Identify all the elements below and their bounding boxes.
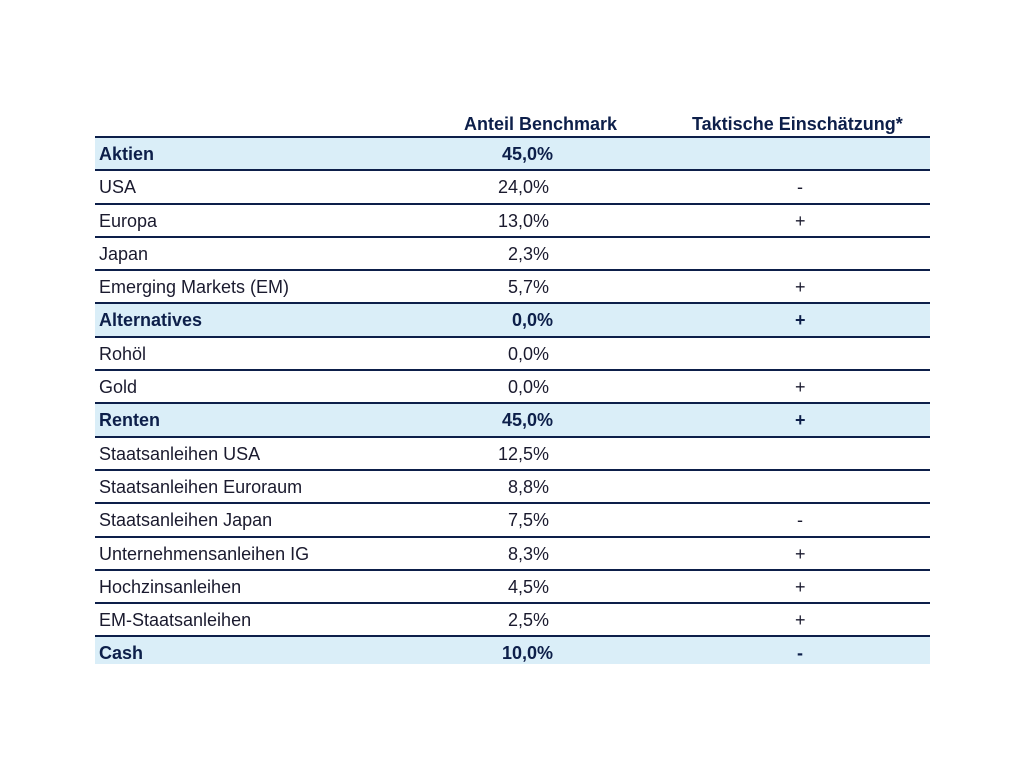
row-tactical-value: + (795, 610, 806, 631)
row-label: Renten (99, 410, 161, 431)
row-benchmark-value: 45,0% (501, 410, 553, 431)
row-tactical-value: + (795, 543, 806, 564)
table-row (95, 371, 930, 404)
row-label: Japan (99, 243, 149, 264)
row-label: Hochzinsanleihen (99, 576, 242, 597)
header-tactical: Taktische Einschätzung* (692, 114, 903, 134)
table-category-row (95, 637, 930, 664)
row-benchmark-value: 10,0% (501, 643, 553, 664)
row-label: Rohöl (99, 343, 147, 364)
table-row (95, 171, 930, 204)
table-row (95, 205, 930, 238)
row-tactical-value: + (795, 410, 806, 431)
row-benchmark-value: 2,3% (507, 243, 549, 264)
table-row (95, 338, 930, 371)
table-row (95, 471, 930, 504)
row-benchmark-value: 8,3% (507, 543, 549, 564)
row-label: Cash (99, 643, 144, 664)
row-benchmark-value: 5,7% (507, 277, 549, 298)
row-label: Unternehmensanleihen IG (99, 543, 310, 564)
row-benchmark-value: 24,0% (497, 177, 549, 198)
row-benchmark-value: 7,5% (507, 510, 549, 531)
row-tactical-value: + (795, 210, 806, 231)
table-row (95, 238, 930, 271)
table-row (95, 438, 930, 471)
row-label: Europa (99, 210, 158, 231)
row-label: Staatsanleihen Japan (99, 510, 273, 531)
table-row (95, 504, 930, 537)
allocation-table (95, 104, 930, 664)
table-category-row (95, 304, 930, 337)
row-benchmark-value: 2,5% (507, 610, 549, 631)
row-tactical-value: - (797, 510, 803, 531)
row-benchmark-value: 13,0% (497, 210, 549, 231)
row-benchmark-value: 8,8% (507, 476, 549, 497)
row-tactical-value: + (795, 576, 806, 597)
row-tactical-value: + (795, 310, 806, 331)
row-label: USA (99, 177, 137, 198)
table-body (95, 138, 930, 664)
table-category-row (95, 138, 930, 171)
table-header-row (95, 104, 930, 138)
row-tactical-value: - (797, 177, 803, 198)
row-tactical-value: - (797, 643, 803, 664)
row-benchmark-value: 0,0% (507, 377, 549, 398)
row-label: Aktien (99, 144, 155, 164)
row-benchmark-value: 4,5% (507, 576, 549, 597)
row-label: Alternatives (99, 310, 203, 331)
row-label: Emerging Markets (EM) (99, 277, 290, 298)
table-category-row (95, 404, 930, 437)
table-row (95, 271, 930, 304)
row-tactical-value: + (795, 277, 806, 298)
header-benchmark: Anteil Benchmark (464, 114, 618, 134)
row-tactical-value: + (795, 377, 806, 398)
row-benchmark-value: 0,0% (507, 343, 549, 364)
row-label: Gold (99, 377, 138, 398)
table-row (95, 604, 930, 637)
row-benchmark-value: 45,0% (501, 144, 553, 164)
row-benchmark-value: 0,0% (511, 310, 553, 331)
table-row (95, 571, 930, 604)
row-label: EM-Staatsanleihen (99, 610, 252, 631)
row-benchmark-value: 12,5% (497, 443, 549, 464)
table-row (95, 538, 930, 571)
row-label: Staatsanleihen USA (99, 443, 261, 464)
row-label: Staatsanleihen Euroraum (99, 476, 303, 497)
